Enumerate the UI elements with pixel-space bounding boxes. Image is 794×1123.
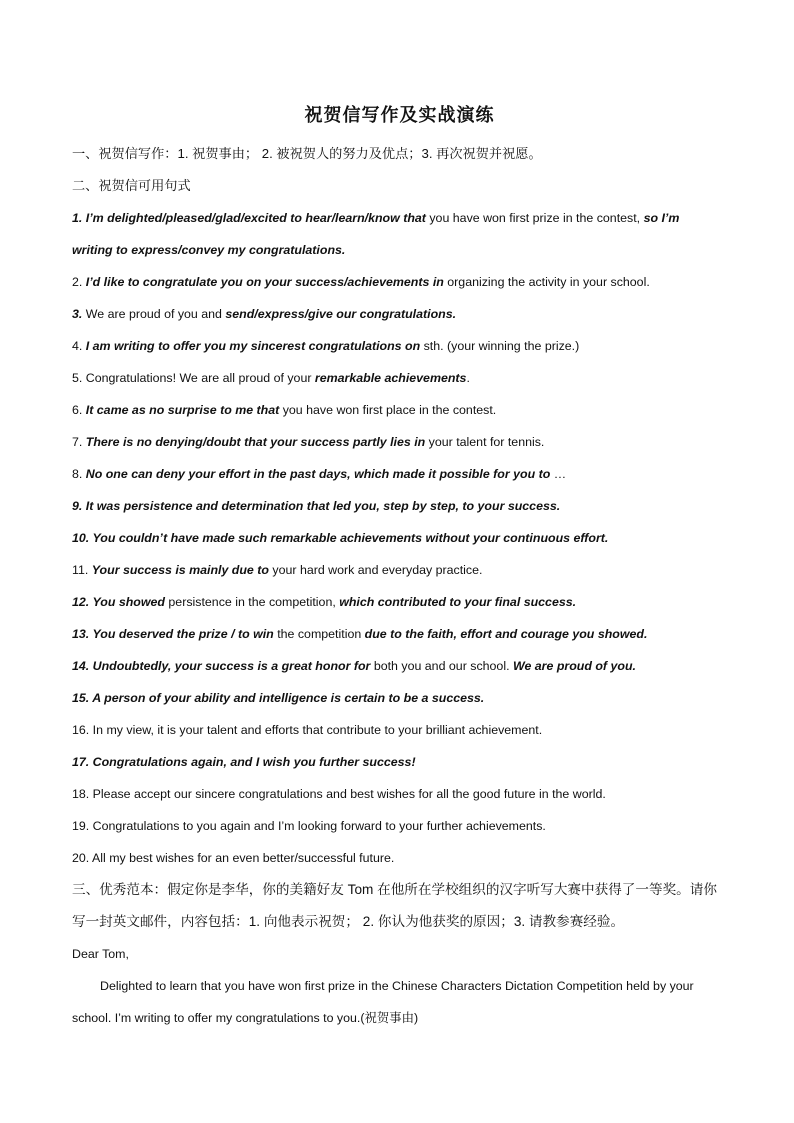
- sentence-1-text: you have won first prize in the contest,: [425, 211, 644, 225]
- sentence-4: [72, 330, 727, 362]
- sentence-17: 17. Congratulations again, and I wish you further success!: [72, 755, 416, 769]
- sentence-8-number: 8.: [72, 467, 86, 481]
- sentence-7: [72, 426, 727, 458]
- sentence-12-pattern-2: which contributed to your final success.: [339, 595, 577, 609]
- section-sentence-patterns: 二、祝贺信可用句式: [72, 178, 191, 193]
- sentence-5: [72, 362, 727, 394]
- sentence-11-number: 11.: [72, 563, 92, 577]
- sentence-3: [72, 298, 727, 330]
- letter-greeting: Dear Tom,: [72, 947, 129, 961]
- sentence-13-pattern: 13. You deserved the prize / to win: [72, 627, 274, 641]
- sentence-5-text: 5. Congratulations! We are all proud of your: [72, 371, 315, 385]
- sentence-12-text: persistence in the competition,: [164, 595, 340, 609]
- sentence-4-number: 4.: [72, 339, 86, 353]
- sentence-16: 16. In my view, it is your talent and efforts that contribute to your brilliant achievement.: [72, 723, 543, 737]
- sentence-3-text: We are proud of you and: [82, 307, 226, 321]
- sentence-15: 15. A person of your ability and intelligence is certain to be a success.: [72, 691, 485, 705]
- sentence-2-number: 2.: [72, 275, 86, 289]
- sentence-19: 19. Congratulations to you again and I’m looking forward to your further achievements.: [72, 819, 546, 833]
- sentence-5-pattern: remarkable achievements: [314, 371, 467, 385]
- sentence-12: [72, 586, 727, 618]
- sentence-9: 9. It was persistence and determination that led you, step by step, to your success.: [72, 499, 561, 513]
- sentence-6: [72, 394, 727, 426]
- sentence-11: [72, 554, 727, 586]
- sentence-5-end: .: [466, 371, 470, 385]
- sentence-6-pattern: It came as no surprise to me that: [85, 403, 280, 417]
- sentence-13-pattern-2: due to the faith, effort and courage you showed.: [364, 627, 648, 641]
- sentence-1-pattern-3: writing to express/convey my congratulations.: [72, 243, 346, 257]
- letter-paragraph-1: Delighted to learn that you have won first prize in the Chinese Characters Dictation Competition held by your school. I’m writing to offer my congratulations to you.(祝贺事由): [72, 979, 694, 1025]
- sentence-8-text: …: [550, 467, 567, 481]
- sentence-1-pattern-2: so I’m: [643, 211, 680, 225]
- document-body: [72, 102, 727, 1034]
- sentence-13: [72, 618, 727, 650]
- sentence-6-number: 6.: [72, 403, 86, 417]
- page-title: 祝贺信写作及实战演练: [304, 105, 495, 126]
- sentence-12-pattern: 12. You showed: [72, 595, 165, 609]
- sentence-14: [72, 650, 727, 682]
- sentence-7-pattern: There is no denying/doubt that your success partly lies in: [85, 435, 426, 449]
- sentence-1-pattern: 1. I’m delighted/pleased/glad/excited to hear/learn/know that: [72, 211, 426, 225]
- section-model-essay: 三、优秀范本：假定你是李华，你的美籍好友 Tom 在他所在学校组织的汉字听写大赛中获得了一等奖。请你写一封英文邮件，内容包括：1. 向他表示祝贺； 2. 你认为他获奖的原因；3. 请教参赛经验。: [72, 882, 717, 929]
- sentence-7-text: your talent for tennis.: [425, 435, 545, 449]
- sentence-13-text: the competition: [273, 627, 365, 641]
- sentence-14-pattern-2: We are proud of you.: [512, 659, 636, 673]
- sentence-4-text: sth. (your winning the prize.): [420, 339, 580, 353]
- sentence-1: [72, 202, 727, 266]
- sentence-2-text: organizing the activity in your school.: [443, 275, 650, 289]
- sentence-18: 18. Please accept our sincere congratulations and best wishes for all the good future in the world.: [72, 787, 606, 801]
- sentence-6-text: you have won first place in the contest.: [279, 403, 497, 417]
- sentence-8-pattern: No one can deny your effort in the past days, which made it possible for you to: [85, 467, 551, 481]
- sentence-3-pattern: send/express/give our congratulations.: [225, 307, 457, 321]
- sentence-20: 20. All my best wishes for an even better/successful future.: [72, 851, 395, 865]
- section-writing-steps: 一、祝贺信写作：1. 祝贺事由； 2. 被祝贺人的努力及优点；3. 再次祝贺并祝愿。: [72, 146, 542, 161]
- sentence-14-pattern: 14. Undoubtedly, your success is a great honor for: [72, 659, 371, 673]
- sentence-10: 10. You couldn’t have made such remarkable achievements without your continuous effort.: [72, 531, 609, 545]
- sentence-3-number: 3.: [72, 307, 83, 321]
- sentence-8: [72, 458, 727, 490]
- sentence-11-text: your hard work and everyday practice.: [268, 563, 483, 577]
- sentence-7-number: 7.: [72, 435, 86, 449]
- sentence-11-pattern: Your success is mainly due to: [91, 563, 269, 577]
- sentence-4-pattern: I am writing to offer you my sincerest congratulations on: [85, 339, 421, 353]
- sentence-2: [72, 266, 727, 298]
- sentence-2-pattern: I’d like to congratulate you on your success/achievements in: [85, 275, 444, 289]
- sentence-14-text: both you and our school.: [370, 659, 513, 673]
